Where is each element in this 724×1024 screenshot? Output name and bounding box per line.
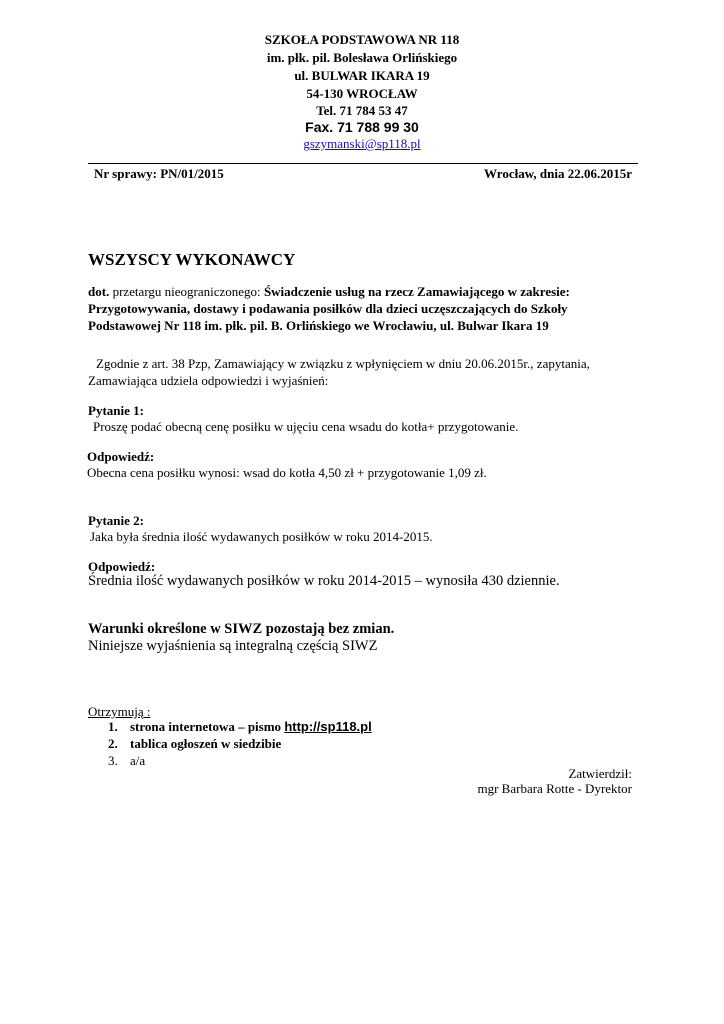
approval-name: mgr Barbara Rotte - Dyrektor	[477, 781, 632, 796]
subject-bold: Świadczenie usług na rzecz Zamawiającego w zakresie:	[263, 284, 570, 299]
conditions-line-2: Niniejsze wyjaśnienia są integralną częścią SIWZ	[88, 638, 378, 654]
list-item: 1. strona internetowa – pismo http://sp118.pl	[108, 719, 372, 734]
question-2-text: Jaka była średnia ilość wydawanych posiłków w roku 2014-2015.	[90, 529, 433, 544]
school-name: SZKOŁA PODSTAWOWA NR 118	[264, 32, 460, 47]
intro-line-2: Zamawiająca udziela odpowiedzi i wyjaśnień:	[88, 373, 329, 388]
question-1-text: Proszę podać obecną cenę posiłku w ujęciu cena wsadu do kotła+ przygotowanie.	[93, 419, 519, 434]
school-fax: Fax. 71 788 99 30	[305, 119, 419, 135]
question-2-label: Pytanie 2:	[88, 513, 144, 528]
page-title: WSZYSCY WYKONAWCY	[88, 250, 296, 269]
answer-1-label: Odpowiedź:	[87, 449, 155, 464]
recipients-list	[108, 718, 372, 769]
school-patron: im. płk. pil. Bolesława Orlińskiego	[266, 50, 458, 65]
school-street: ul. BULWAR IKARA 19	[294, 68, 430, 83]
subject-line-1	[88, 283, 570, 300]
intro-line-1: Zgodnie z art. 38 Pzp, Zamawiający w związku z wpłynięciem w dniu 20.06.2015r., zapytania,	[96, 356, 590, 371]
recipients-label: Otrzymują :	[88, 704, 151, 719]
conditions-bold: Warunki określone w SIWZ pozostają bez zmian.	[88, 621, 395, 637]
email-link[interactable]: gszymanski@sp118.pl	[303, 136, 421, 151]
question-1-label: Pytanie 1:	[88, 403, 144, 418]
place-date: Wrocław, dnia 22.06.2015r	[484, 166, 632, 181]
approval-label: Zatwierdził:	[568, 766, 632, 781]
subject-plain: przetargu nieograniczonego:	[109, 284, 264, 299]
header-divider	[88, 163, 638, 164]
answer-2-label: Odpowiedź:	[88, 559, 156, 574]
school-tel: Tel. 71 784 53 47	[316, 103, 408, 118]
list-item: 3. a/a	[108, 753, 146, 768]
case-number: Nr sprawy: PN/01/2015	[94, 166, 224, 181]
website-link[interactable]: http://sp118.pl	[284, 719, 372, 734]
answer-1-text: Obecna cena posiłku wynosi: wsad do kotła 4,50 zł + przygotowanie 1,09 zł.	[87, 465, 487, 480]
subject-line-3: Podstawowej Nr 118 im. płk. pil. B. Orlińskiego we Wrocławiu, ul. Bulwar Ikara 19	[88, 318, 549, 333]
list-item: 2. tablica ogłoszeń w siedzibie	[108, 736, 282, 751]
subject-dot-label: dot.	[88, 284, 110, 299]
school-city: 54-130 WROCŁAW	[306, 86, 418, 101]
subject-line-2: Przygotowywania, dostawy i podawania posiłków dla dzieci uczęszczających do Szkoły	[88, 301, 568, 316]
answer-2-text: Średnia ilość wydawanych posiłków w roku 2014-2015 – wynosiła 430 dziennie.	[88, 573, 560, 589]
